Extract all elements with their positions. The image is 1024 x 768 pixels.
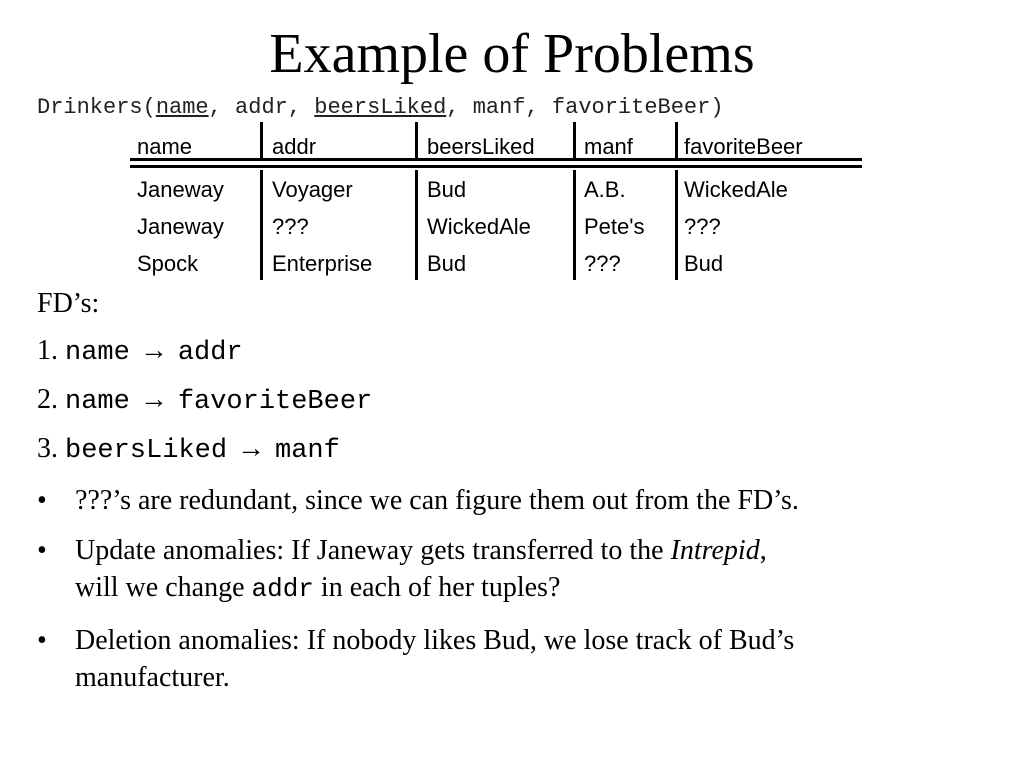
table-cell: ???	[584, 251, 621, 276]
fd-item-1	[37, 334, 243, 370]
fd-number: 3.	[37, 433, 58, 464]
right-arrow-icon: →	[139, 384, 168, 415]
bullet-update-anomalies	[37, 532, 997, 606]
body-col-divider	[260, 170, 263, 280]
bullet-text-part: manufacturer.	[75, 662, 230, 693]
header-col-divider	[675, 122, 678, 158]
bullet-text-part: Update anomalies: If Janeway gets transferred to the	[75, 535, 671, 566]
table-cell: Spock	[137, 251, 199, 276]
bullet-redundancy	[37, 482, 997, 519]
schema-key-beersliked: beersLiked	[314, 95, 447, 120]
bullet-text	[75, 532, 1005, 608]
bullet-text: ???’s are redundant, since we can figure them out from the FD’s.	[75, 485, 799, 516]
drinkers-table	[130, 122, 865, 280]
fd-number: 1.	[37, 335, 58, 366]
col-header-beersliked: beersLiked	[427, 134, 535, 159]
table-cell: Bud	[427, 251, 467, 276]
right-arrow-icon: →	[237, 433, 266, 464]
bullet-text	[75, 622, 1005, 696]
table-cell: Bud	[684, 251, 724, 276]
bullet-text-part: will we change	[75, 572, 252, 603]
body-col-divider	[675, 170, 678, 280]
bullet-marker: •	[37, 535, 47, 566]
table-cell: Janeway	[137, 177, 224, 202]
relation-schema	[37, 94, 724, 122]
fd-rhs: addr	[177, 338, 243, 368]
bullet-marker: •	[37, 485, 47, 516]
schema-sep: , addr,	[208, 95, 315, 120]
fd-lhs: name	[65, 387, 130, 417]
fd-lhs: name	[65, 338, 130, 368]
bullet-text-part: ,	[759, 535, 767, 566]
table-cell: Bud	[427, 177, 467, 202]
fd-item-3	[37, 432, 340, 468]
table-cell: A.B.	[584, 177, 626, 202]
col-header-favoritebeer: favoriteBeer	[684, 134, 803, 159]
ship-name: Intrepid	[670, 535, 760, 566]
schema-key-name: name	[155, 95, 209, 120]
col-header-addr: addr	[272, 134, 317, 159]
fd-rhs: favoriteBeer	[177, 387, 373, 417]
slide-title: Example of Problems	[269, 23, 755, 85]
fd-number: 2.	[37, 384, 58, 415]
table-cell: Pete's	[584, 214, 645, 239]
table-cell: ???	[684, 214, 721, 239]
header-col-divider	[260, 122, 263, 158]
fd-heading: FD’s:	[37, 288, 100, 319]
bullet-text-part: Deletion anomalies: If nobody likes Bud, we lose track of Bud’s	[75, 625, 795, 656]
right-arrow-icon: →	[139, 335, 168, 366]
table-cell: ???	[272, 214, 309, 239]
schema-prefix: Drinkers(	[37, 95, 156, 120]
body-col-divider	[573, 170, 576, 280]
table-cell: Janeway	[137, 214, 224, 239]
schema-rest: , manf, favoriteBeer)	[446, 95, 724, 120]
bullet-deletion-anomalies	[37, 622, 997, 696]
bullet-text-part: in each of her tuples?	[313, 572, 561, 603]
fd-lhs: beersLiked	[65, 436, 228, 466]
table-cell: WickedAle	[684, 177, 788, 202]
header-col-divider	[573, 122, 576, 158]
header-col-divider	[415, 122, 418, 158]
header-rule-bottom	[130, 165, 862, 168]
table-cell: WickedAle	[427, 214, 531, 239]
fd-item-2	[37, 383, 372, 419]
code-addr: addr	[251, 574, 314, 604]
col-header-name: name	[137, 134, 193, 159]
table-cell: Enterprise	[272, 251, 373, 276]
bullet-marker: •	[37, 625, 47, 656]
body-col-divider	[415, 170, 418, 280]
table-cell: Voyager	[272, 177, 353, 202]
fd-rhs: manf	[275, 436, 340, 466]
col-header-manf: manf	[584, 134, 633, 159]
